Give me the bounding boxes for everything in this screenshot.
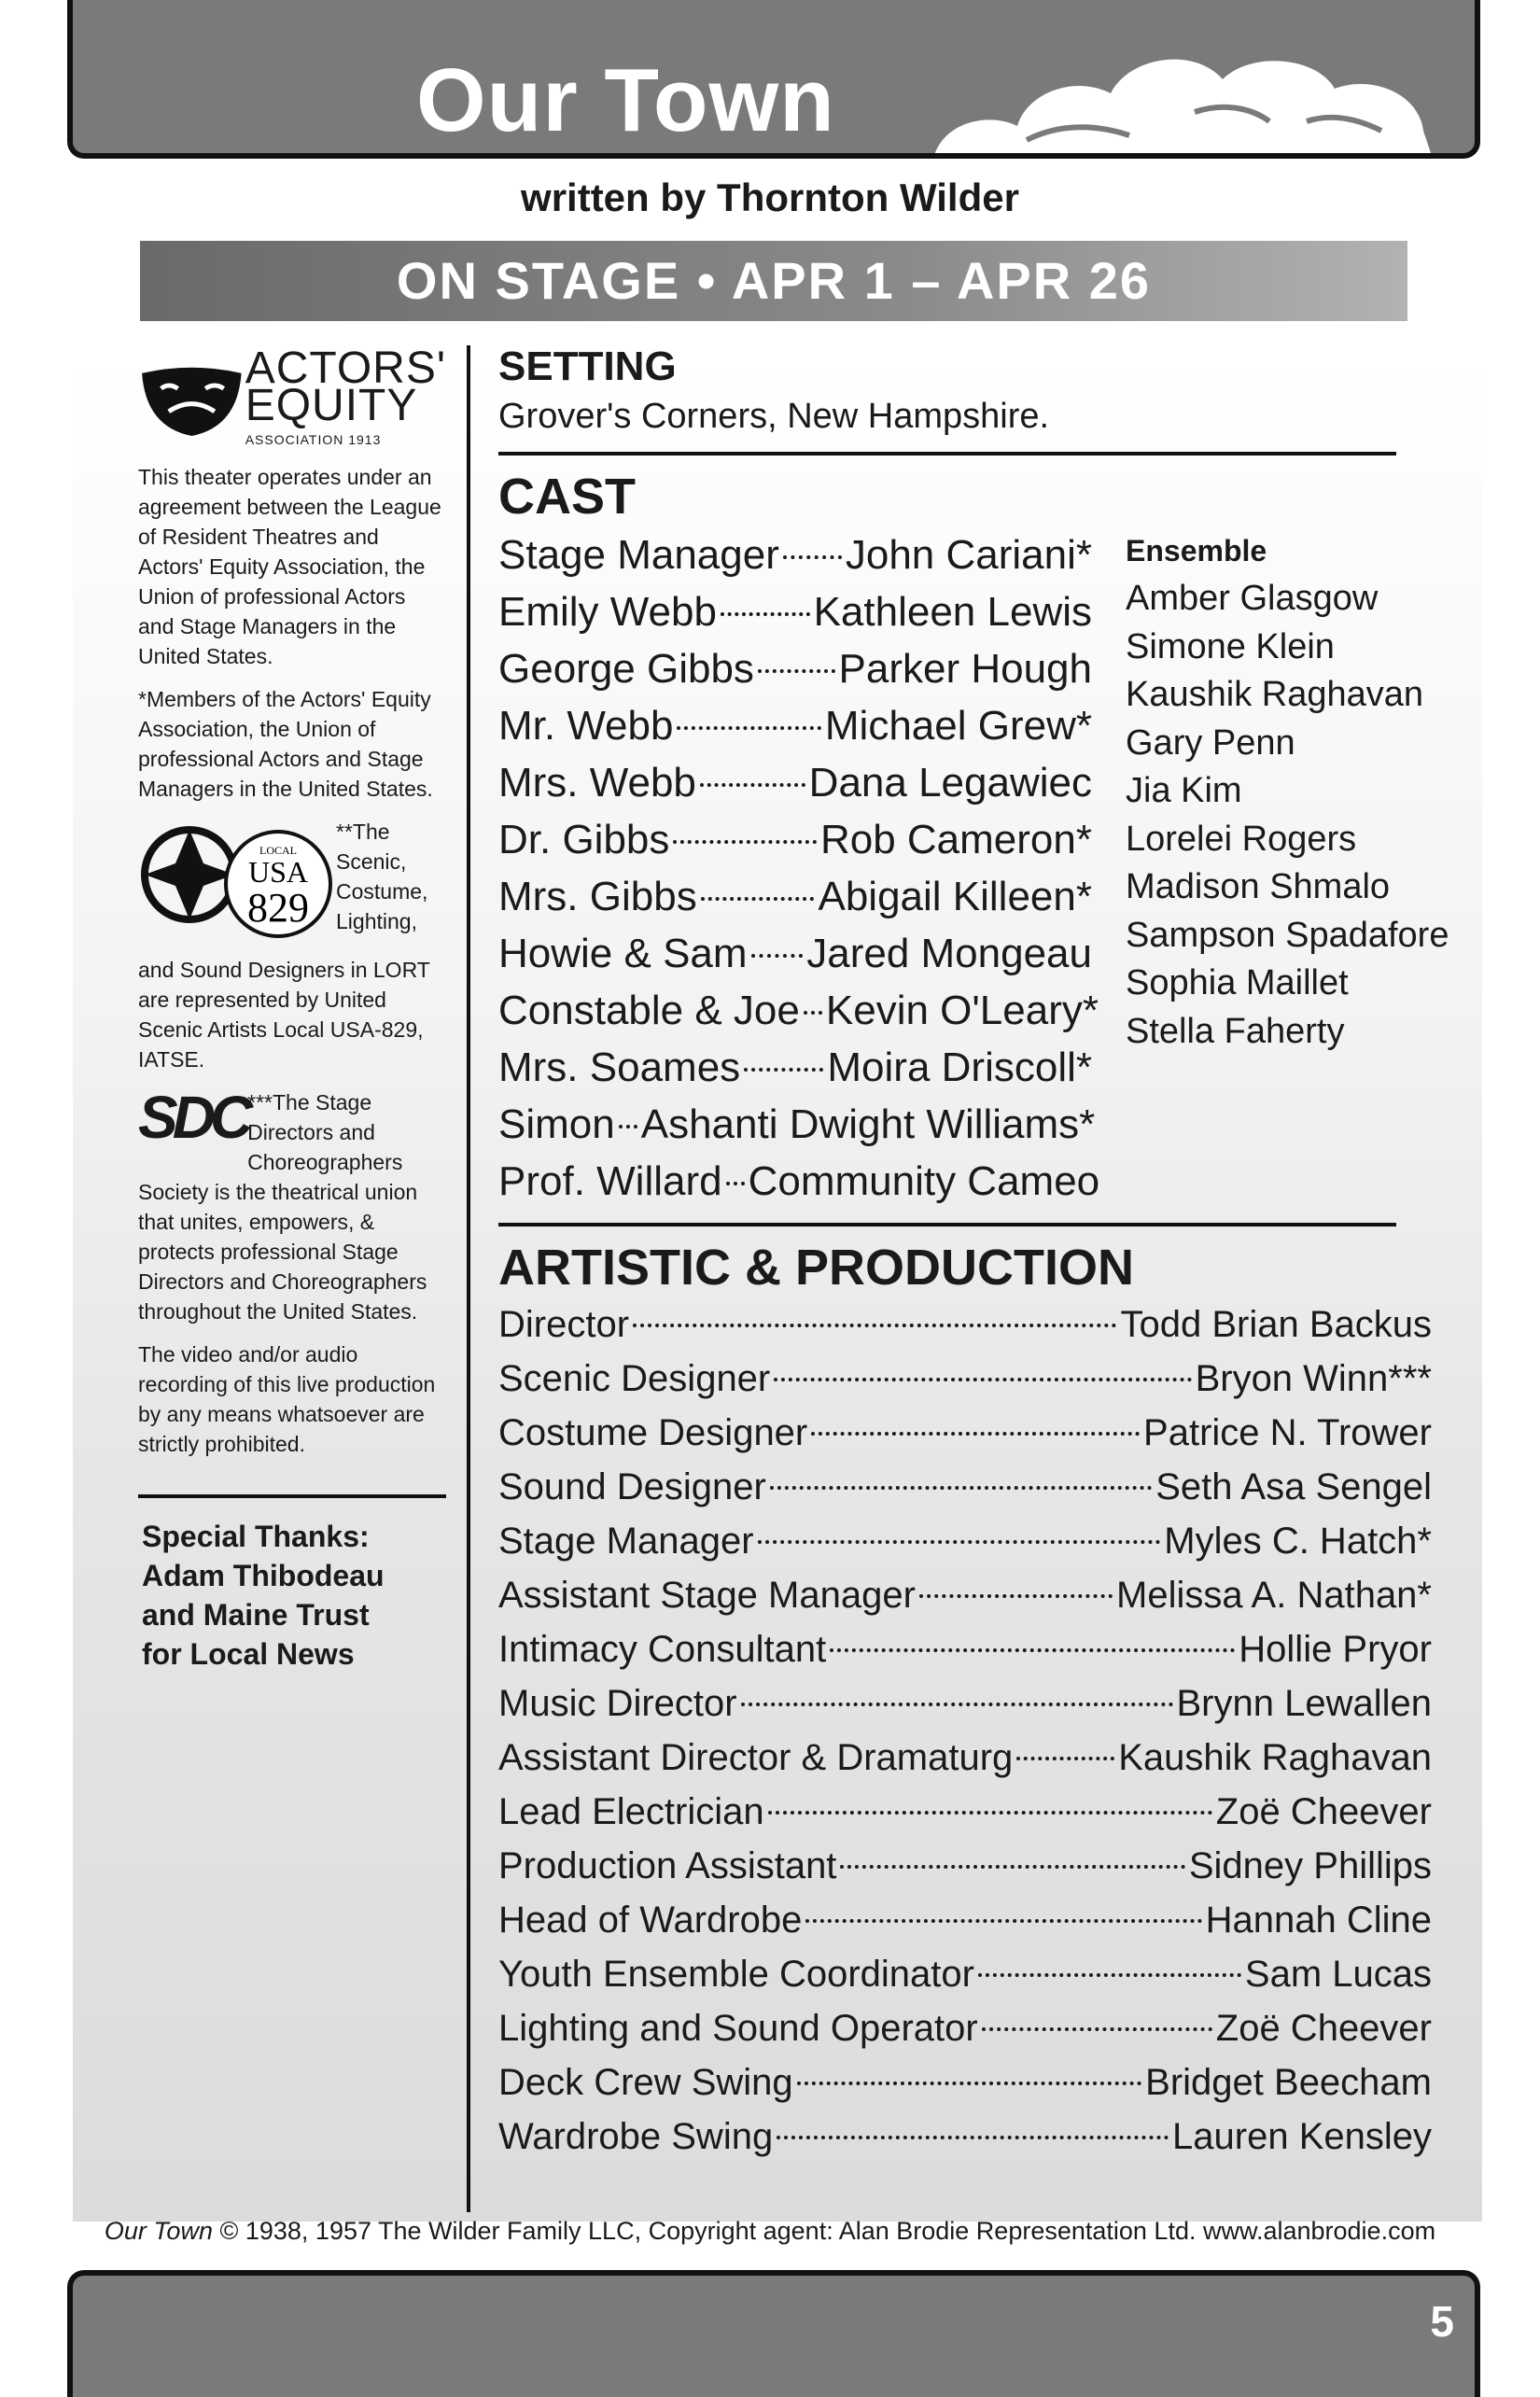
usa-logo-usa: USA	[247, 855, 309, 889]
equity-members-notice: *Members of the Actors' Equity Association, the Union of professional Actors and Stage Managers in the United States.	[138, 687, 433, 801]
production-name: Sidney Phillips	[1188, 1845, 1432, 1886]
dot-leader	[777, 2136, 1169, 2139]
cast-row	[498, 868, 1092, 925]
page-title: Our Town	[416, 50, 835, 150]
iatse-usa-829-logo	[138, 817, 334, 947]
copyright-title: Our Town	[104, 2217, 213, 2245]
cast-row	[498, 1153, 1100, 1210]
production-name: Brynn Lewallen	[1176, 1683, 1432, 1724]
cast-name: Moira Driscoll*	[827, 1044, 1092, 1090]
cast-row	[498, 697, 1092, 754]
cast-name: Michael Grew*	[824, 703, 1092, 749]
sdc-notice-bottom: Society is the theatrical union that unites, empowers, & protects professional Stage Directors and Choreographers throughout the United States.	[138, 1180, 427, 1324]
sidebar-divider	[138, 1494, 446, 1498]
special-thanks-line: for Local News	[142, 1637, 355, 1671]
dot-leader	[721, 612, 810, 616]
cast-name: Kathleen Lewis	[813, 589, 1092, 635]
cast-role: Prof. Willard	[498, 1158, 722, 1204]
cast-role: Simon	[498, 1101, 615, 1147]
dot-leader	[768, 1811, 1212, 1815]
equity-logo-line2: EQUITY	[245, 381, 418, 430]
production-name: Lauren Kensley	[1172, 2116, 1432, 2157]
dot-leader	[978, 1973, 1241, 1977]
special-thanks-line: Adam Thibodeau	[142, 1559, 385, 1592]
ensemble-member: Stella Faherty	[1126, 1011, 1345, 1051]
dot-leader	[741, 1703, 1173, 1706]
production-row	[498, 1676, 1432, 1731]
cast-name: Parker Hough	[838, 646, 1092, 692]
setting-text: Grover's Corners, New Hampshire.	[498, 397, 1050, 436]
production-role: Stage Manager	[498, 1521, 754, 1562]
production-row	[498, 1947, 1432, 2001]
production-role: Head of Wardrobe	[498, 1899, 803, 1941]
equity-logo-line1: ACTORS'	[245, 343, 446, 393]
cast-row	[498, 754, 1092, 811]
production-role: Director	[498, 1304, 630, 1345]
dot-leader	[1016, 1757, 1114, 1760]
production-row	[498, 2110, 1432, 2164]
production-name: Melissa A. Nathan*	[1116, 1575, 1432, 1616]
production-role: Intimacy Consultant	[498, 1629, 827, 1670]
cast-row	[498, 1096, 1096, 1153]
sdc-block	[138, 1084, 446, 1177]
dot-leader	[805, 1919, 1201, 1923]
special-thanks-line: Special Thanks:	[142, 1520, 370, 1553]
cast-row	[498, 982, 1099, 1039]
cloud-illustration	[915, 37, 1437, 159]
ensemble-member: Kaushik Raghavan	[1126, 675, 1423, 714]
production-role: Assistant Director & Dramaturg	[498, 1737, 1014, 1778]
production-role: Sound Designer	[498, 1466, 766, 1507]
production-role: Production Assistant	[498, 1845, 837, 1886]
production-name: Bryon Winn***	[1195, 1358, 1432, 1399]
page-number: 5	[1430, 2297, 1454, 2346]
setting-heading: SETTING	[498, 343, 677, 389]
cast-role: Dr. Gibbs	[498, 817, 670, 862]
dot-leader	[804, 1011, 822, 1015]
theater-masks-icon	[138, 357, 245, 447]
dot-leader	[783, 555, 842, 559]
cast-role: Stage Manager	[498, 532, 779, 578]
production-row	[498, 1785, 1432, 1839]
credits-column	[498, 343, 1449, 2164]
actors-equity-logo	[138, 343, 446, 455]
cast-section	[498, 526, 1449, 1210]
production-row	[498, 1731, 1432, 1785]
production-list	[498, 1297, 1432, 2164]
usa-logo-local: LOCAL	[259, 844, 297, 857]
cast-role: George Gibbs	[498, 646, 754, 692]
copyright-notice	[0, 2217, 1540, 2246]
production-role: Assistant Stage Manager	[498, 1575, 916, 1616]
dot-leader	[982, 2027, 1212, 2031]
cast-name: Kevin O'Leary*	[825, 988, 1099, 1033]
production-row	[498, 2055, 1432, 2110]
ensemble-member: Madison Shmalo	[1126, 867, 1391, 906]
cast-role: Emily Webb	[498, 589, 717, 635]
cast-role: Mrs. Soames	[498, 1044, 741, 1090]
production-row	[498, 2001, 1432, 2055]
production-row	[498, 1297, 1432, 1352]
production-name: Todd Brian Backus	[1120, 1304, 1432, 1345]
ensemble-heading: Ensemble	[1126, 534, 1267, 568]
production-row	[498, 1352, 1432, 1406]
playwright-credit: written by Thornton Wilder	[521, 175, 1019, 219]
ensemble-list	[1126, 532, 1449, 1056]
section-divider	[498, 1223, 1396, 1227]
cast-name: Abigail Killeen*	[818, 874, 1092, 919]
ensemble-member: Sophia Maillet	[1126, 963, 1349, 1002]
cast-row	[498, 811, 1092, 868]
section-divider	[498, 452, 1396, 456]
production-row	[498, 1622, 1432, 1676]
usa-notice-top: **The Scenic, Costume, Lighting,	[336, 820, 428, 933]
dot-leader	[811, 1432, 1140, 1436]
cast-row	[498, 526, 1092, 583]
production-role: Youth Ensemble Coordinator	[498, 1954, 974, 1995]
cast-role: Howie & Sam	[498, 931, 748, 976]
column-divider	[467, 345, 470, 2212]
dot-leader	[830, 1648, 1235, 1652]
dot-leader	[633, 1324, 1116, 1327]
dot-leader	[701, 897, 815, 901]
cast-row	[498, 1039, 1092, 1096]
equity-notice: This theater operates under an agreement between the League of Resident Theatres and Actors' Equity Association, the Union of professional Actors and Stage Managers in the United States.	[138, 465, 441, 668]
ensemble-member: Sampson Spadafore	[1126, 915, 1449, 955]
production-role: Lead Electrician	[498, 1791, 764, 1832]
production-role: Wardrobe Swing	[498, 2116, 774, 2157]
production-role: Costume Designer	[498, 1412, 808, 1453]
production-name: Hannah Cline	[1205, 1899, 1432, 1941]
dot-leader	[797, 2082, 1142, 2085]
production-role: Music Director	[498, 1683, 737, 1724]
equity-logo-line3: ASSOCIATION 1913	[245, 432, 382, 447]
ensemble-member: Jia Kim	[1126, 771, 1242, 810]
production-role: Scenic Designer	[498, 1358, 771, 1399]
production-name: Patrice N. Trower	[1143, 1412, 1432, 1453]
ensemble-member: Gary Penn	[1126, 722, 1295, 763]
dot-leader	[758, 1540, 1161, 1544]
production-role: Lighting and Sound Operator	[498, 2008, 978, 2049]
cast-name: Dana Legawiec	[808, 760, 1092, 806]
cast-row	[498, 583, 1092, 640]
production-heading: ARTISTIC & PRODUCTION	[498, 1240, 1134, 1296]
dot-leader	[751, 954, 804, 958]
dot-leader	[673, 840, 817, 844]
production-row	[498, 1568, 1432, 1622]
production-name: Zoë Cheever	[1215, 2008, 1432, 2049]
production-role: Deck Crew Swing	[498, 2062, 793, 2103]
production-name: Kaushik Raghavan	[1118, 1737, 1432, 1778]
dot-leader	[770, 1486, 1152, 1490]
cast-row	[498, 925, 1092, 982]
production-row	[498, 1514, 1432, 1568]
special-thanks	[138, 1517, 446, 1674]
dot-leader	[840, 1865, 1184, 1869]
production-name: Bridget Beecham	[1145, 2062, 1432, 2103]
cast-heading: CAST	[498, 469, 636, 525]
sidebar	[138, 343, 446, 1674]
production-name: Hollie Pryor	[1239, 1629, 1432, 1670]
dot-leader	[726, 1182, 745, 1185]
run-dates-banner: ON STAGE • APR 1 – APR 26	[140, 241, 1407, 321]
production-name: Sam Lucas	[1244, 1954, 1432, 1995]
title-banner	[67, 0, 1480, 159]
cast-role: Mrs. Gibbs	[498, 874, 697, 919]
dot-leader	[744, 1068, 823, 1072]
special-thanks-line: and Maine Trust	[142, 1598, 370, 1632]
sdc-logo: SDC	[138, 1084, 248, 1151]
dot-leader	[774, 1378, 1191, 1381]
usa-logo-number: 829	[247, 885, 309, 931]
footer-banner	[67, 2270, 1480, 2397]
cast-name: John Cariani*	[845, 532, 1092, 578]
dot-leader	[758, 669, 835, 673]
cast-role: Mrs. Webb	[498, 760, 696, 806]
ensemble-member: Amber Glasgow	[1126, 579, 1379, 618]
dot-leader	[619, 1125, 637, 1128]
production-row	[498, 1839, 1432, 1893]
production-name: Zoë Cheever	[1215, 1791, 1432, 1832]
cast-role: Constable & Joe	[498, 988, 800, 1033]
cast-list	[498, 526, 1100, 1210]
usa-829-block	[138, 817, 446, 947]
copyright-text: © 1938, 1957 The Wilder Family LLC, Copyright agent: Alan Brodie Representation Ltd. www.alanbrodie.com	[212, 2217, 1436, 2245]
cast-name: Rob Cameron*	[819, 817, 1092, 862]
production-name: Myles C. Hatch*	[1164, 1521, 1432, 1562]
ensemble-member: Simone Klein	[1126, 626, 1335, 666]
ensemble-member: Lorelei Rogers	[1126, 819, 1357, 859]
recording-notice: The video and/or audio recording of this live production by any means whatsoever are strictly prohibited.	[138, 1342, 436, 1456]
production-row	[498, 1406, 1432, 1460]
dot-leader	[919, 1594, 1113, 1598]
dot-leader	[700, 783, 805, 787]
production-name: Seth Asa Sengel	[1155, 1466, 1432, 1507]
cast-name: Ashanti Dwight Williams*	[640, 1101, 1096, 1147]
cast-role: Mr. Webb	[498, 703, 674, 749]
cast-name: Community Cameo	[748, 1158, 1100, 1204]
cast-row	[498, 640, 1092, 697]
production-row	[498, 1460, 1432, 1514]
dot-leader	[677, 726, 820, 730]
sdc-notice-top: ***The Stage Directors and Choreographers	[247, 1090, 403, 1174]
usa-notice-bottom: and Sound Designers in LORT are represented by United Scenic Artists Local USA-829, IATSE.	[138, 958, 430, 1072]
cast-name: Jared Mongeau	[806, 931, 1092, 976]
production-row	[498, 1893, 1432, 1947]
